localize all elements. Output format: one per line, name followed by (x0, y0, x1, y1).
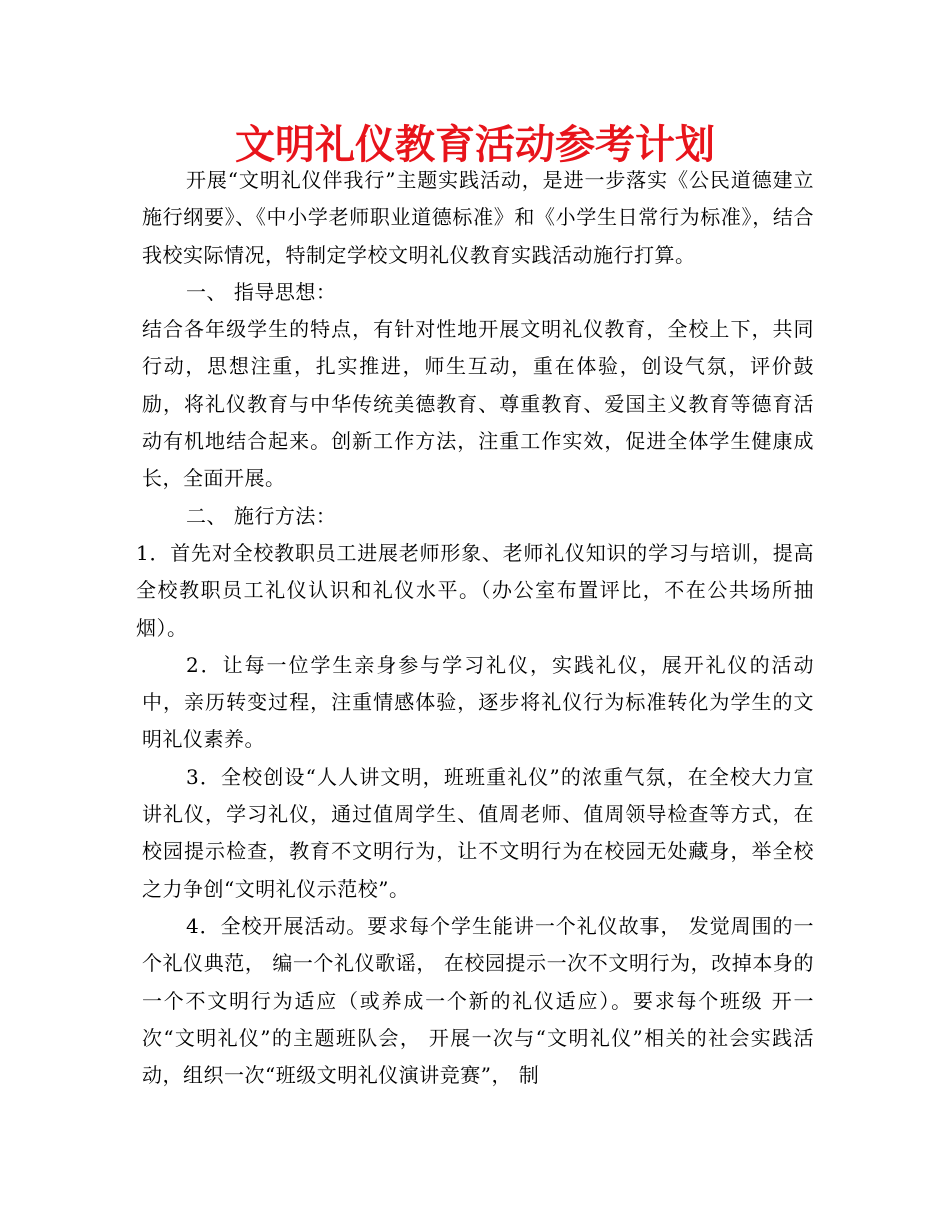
section-heading-methods: 二、 施行方法： (186, 503, 337, 528)
intro-paragraph: 开展“文明礼仪伴我行”主题实践活动，是进一步落实《公民道德建立施行纲要》、《中小学老师职业道德标准》和《小学生日常行为标准》，结合我校实际情况，特制定学校文明礼仪教育实践活动施行打算。 (142, 168, 814, 267)
method-item-1: 1．首先对全校教职员工进展老师形象、老师礼仪知识的学习与培训，提高全校教职员工礼仪认识和礼仪水平。（办公室布置评比，不在公共场所抽烟）。 (136, 540, 814, 640)
method-item-4: 4．全校开展活动。要求每个学生能讲一个礼仪故事， 发觉周围的一个礼仪典范， 编一个礼仪歌谣， 在校园提示一次不文明行为，改掉本身的一个不文明行为适应（或养成一个新的礼仪适应）。要求每个班级 开一次“文明礼仪”的主题班队会， 开展一次与“文明礼仪”相关的社会实践活动，组织一次“班级文明礼仪演讲竞赛”， 制 (142, 913, 814, 1088)
section-heading-guiding-thought: 一、 指导思想： (186, 279, 337, 304)
document-body (136, 162, 814, 1094)
method-item-2: 2．让每一位学生亲身参与学习礼仪，实践礼仪，展开礼仪的活动中，亲历转变过程，注重情感体验，逐步将礼仪行为标准转化为学生的文明礼仪素养。 (142, 652, 814, 752)
document-title: 文明礼仪教育活动参考计划 (235, 122, 715, 168)
method-item-3: 3．全校创设“人人讲文明，班班重礼仪”的浓重气氛，在全校大力宣讲礼仪，学习礼仪，通过值周学生、值周老师、值周领导检查等方式，在校园提示检查，教育不文明行为，让不文明行为在校园无处藏身，举全校之力争创“文明礼仪示范校”。 (142, 764, 814, 901)
guiding-thought-paragraph: 结合各年级学生的特点，有针对性地开展文明礼仪教育，全校上下，共同行动，思想注重，扎实推进，师生互动，重在体验，创设气氛，评价鼓励，将礼仪教育与中华传统美德教育、尊重教育、爱国主义教育等德育活动有机地结合起来。创新工作方法，注重工作实效，促进全体学生健康成长，全面开展。 (142, 317, 814, 491)
